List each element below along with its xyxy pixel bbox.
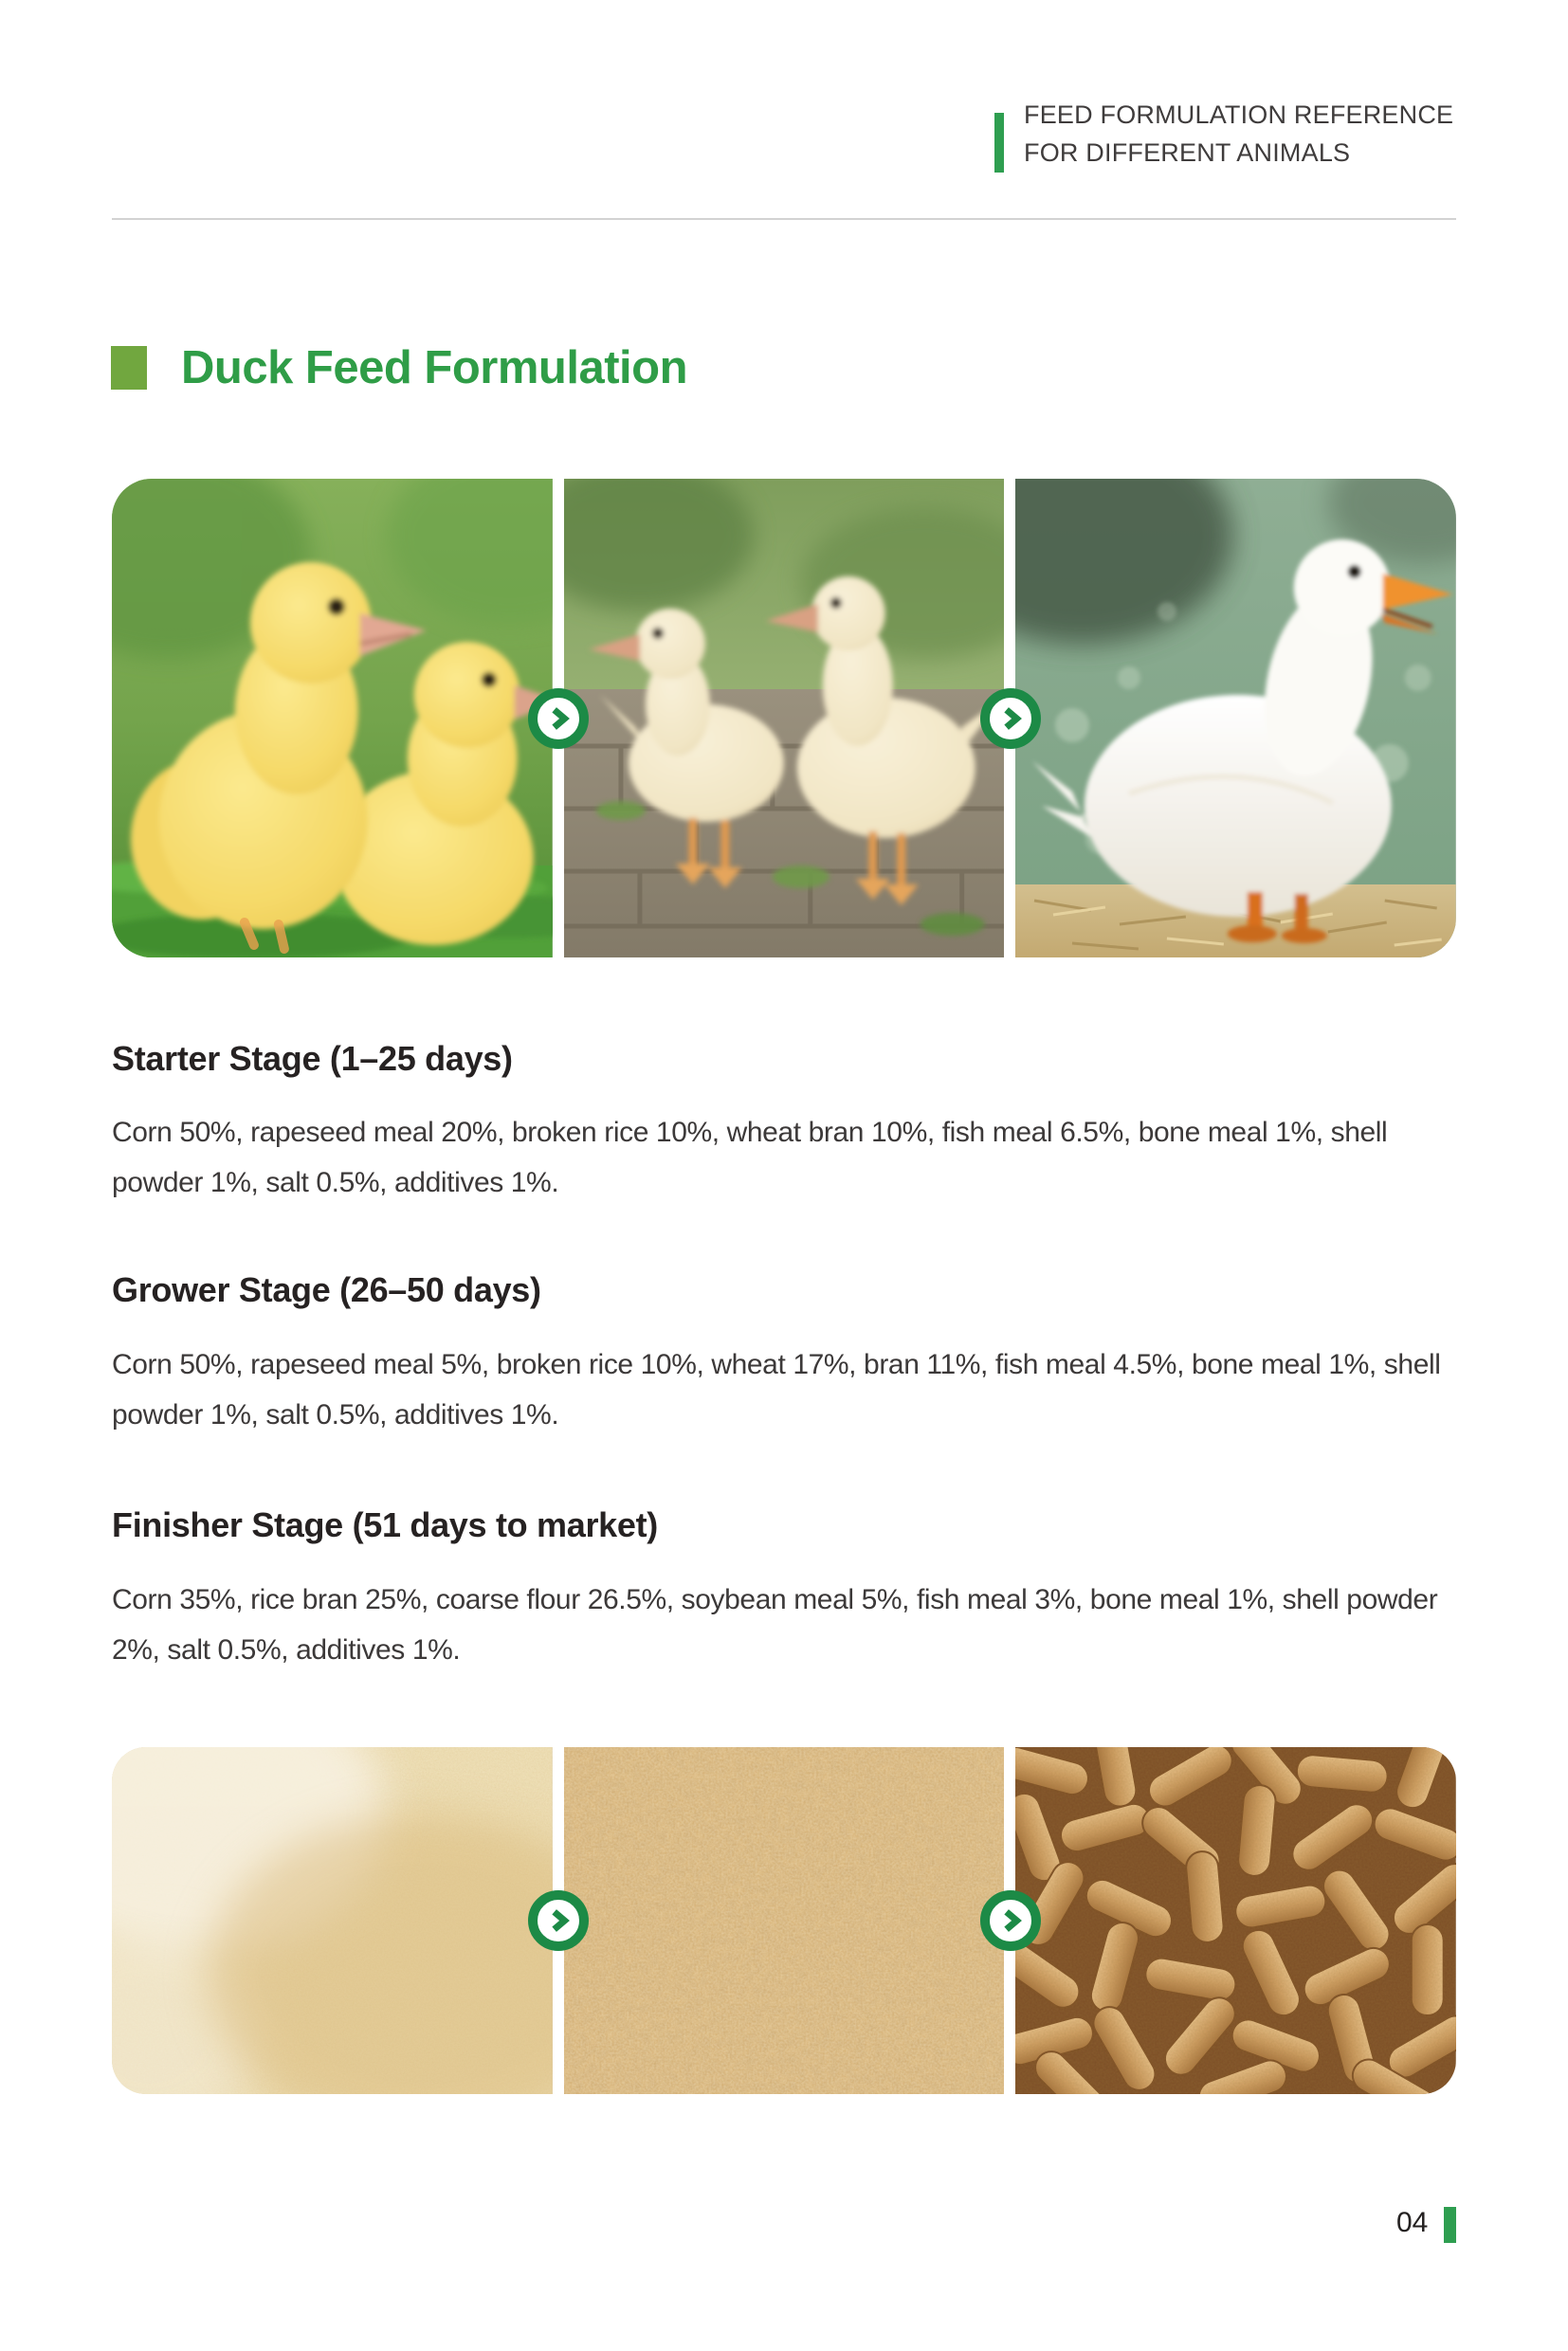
duck-growth-photo-row (112, 479, 1456, 957)
photo-grower-ducks (564, 479, 1005, 957)
crumble-feed-art (564, 1747, 1005, 2094)
grower-stage-heading: Grower Stage (26–50 days) (112, 1270, 541, 1309)
photo-ducklings (112, 479, 553, 957)
document-header (1024, 96, 1453, 172)
photo-adult-duck (1015, 479, 1456, 957)
ducklings-art (112, 479, 553, 957)
grower-stage-body: Corn 50%, rapeseed meal 5%, broken rice 10%, wheat 17%, bran 11%, fish meal 4.5%, bone meal 1%, shell powder 1%, salt 0.5%, additives 1%. (112, 1349, 1441, 1431)
section-title-row (111, 341, 687, 394)
finisher-stage-heading: Finisher Stage (51 days to market) (112, 1505, 658, 1544)
finisher-stage-body: Corn 35%, rice bran 25%, coarse flour 26.5%, soybean meal 5%, fish meal 3%, bone meal 1%, shell powder 2%, salt 0.5%, additives 1%. (112, 1584, 1438, 1666)
chevron-right-icon (980, 1890, 1041, 1951)
page-title: Duck Feed Formulation (181, 342, 688, 393)
header-line-2: FOR DIFFERENT ANIMALS (1024, 138, 1351, 167)
header-accent-bar (994, 113, 1004, 173)
chevron-right-icon (528, 688, 589, 749)
photo-pellet-feed (1015, 1747, 1456, 2094)
chevron-right-icon (980, 688, 1041, 749)
feed-form-photo-row (112, 1747, 1456, 2094)
chevron-right-icon (528, 1890, 589, 1951)
header-line-1: FEED FORMULATION REFERENCE (1024, 100, 1454, 129)
pellet-feed-art (1015, 1747, 1456, 2094)
starter-stage-body: Corn 50%, rapeseed meal 20%, broken rice 10%, wheat bran 10%, fish meal 6.5%, bone meal 1%, shell powder 1%, salt 0.5%, additives 1%. (112, 1117, 1388, 1198)
footer-accent-bar (1444, 2207, 1456, 2243)
header-divider (112, 218, 1456, 220)
page-number: 04 (1396, 2207, 1429, 2238)
photo-crumble-feed (564, 1747, 1005, 2094)
adult-duck-art (1015, 479, 1456, 957)
starter-stage-heading: Starter Stage (1–25 days) (112, 1039, 513, 1078)
grower-ducks-art (564, 479, 1005, 957)
photo-mash-feed (112, 1747, 553, 2094)
mash-feed-art (112, 1747, 553, 2094)
title-bullet-square (111, 346, 147, 390)
